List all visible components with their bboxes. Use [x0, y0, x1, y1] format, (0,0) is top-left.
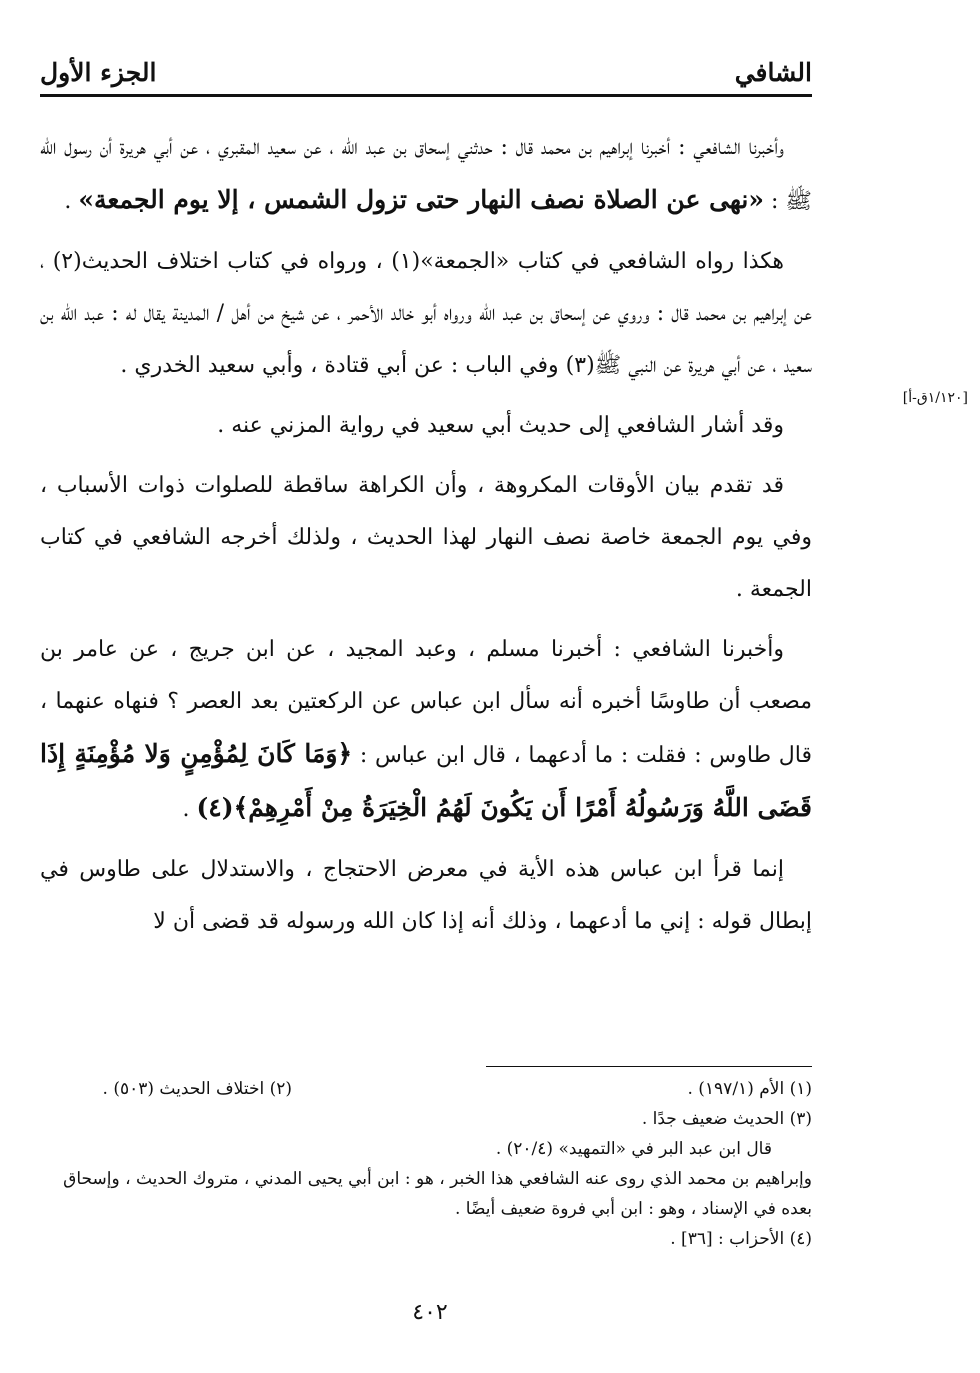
paragraph-text: إنما قرأ ابن عباس هذه الأية في معرض الاحتجاج ، والاستدلال على طاوس في إبطال قوله : إني ما أدعهما ، وذلك أنه إذا كان الله ورسوله قد قضى أن لا	[40, 857, 812, 934]
footnote-divider	[486, 1066, 812, 1067]
quran-quote: ﴿وَمَا كَانَ لِمُؤْمِنٍ وَلا مُؤْمِنَةٍ إِذَا قَضَى اللَّهُ وَرَسُولُهُ أَمْرًا أَن يَكُونَ لَهُمُ الْخِيَرَةُ مِنْ أَمْرِهِمْ﴾(٤)	[40, 739, 812, 822]
paragraph-5	[40, 624, 812, 836]
paragraph-3	[40, 400, 812, 452]
paragraph-4	[40, 460, 812, 616]
footnote-3-source: قال ابن عبد البر في «التمهيد» (٢٠/٤) .	[495, 1139, 772, 1159]
footnote-3: (٣) الحديث ضعيف جدًا .	[641, 1109, 812, 1129]
page-number: ٤٠٢	[412, 1300, 448, 1325]
paragraph-1	[40, 122, 812, 228]
volume-title: الجزء الأول	[40, 58, 157, 87]
footnote-1: (١) الأم (١٩٧/١) .	[687, 1079, 812, 1099]
hadith-quote: «نهى عن الصلاة نصف النهار حتى تزول الشمس ، إلا يوم الجمعة»	[78, 185, 765, 214]
paragraph-text: وأخبرنا الشافعي : أخبرنا إبراهيم بن محمد قال : حدثني إسحاق بن عبد الله ، عن سعيد المقبري ، عن أبي هريرة أن رسول الله ﷺ :	[40, 135, 812, 214]
paragraph-text: وأخبرنا الشافعي : أخبرنا مسلم ، وعبد المجيد ، عن ابن جريج ، عن عامر بن مصعب أن طاوسًا أخبره أنه سأل ابن عباس عن الركعتين بعد العصر ؟ فنهاه عنهما ، قال طاوس : فقلت : ما أدعهما ، قال ابن عباس :	[40, 637, 812, 768]
paragraph-tail: .	[182, 797, 197, 822]
footnote-3-detail: وإبراهيم بن محمد الذي روى عنه الشافعي هذا الخبر ، هو : ابن أبي يحيى المدني ، متروك الحديث ، وإسحاق بعده في الإسناد ، وهو : ابن أبي فروة ضعيف أيضًا .	[63, 1169, 812, 1219]
footnote-row	[40, 1074, 812, 1104]
paragraph-tail: .	[64, 189, 79, 214]
paragraph-text: وقد أشار الشافعي إلى حديث أبي سعيد في رواية المزني عنه .	[217, 413, 784, 438]
manuscript-margin-note: [١/١٢٠ق-أ]	[902, 390, 968, 406]
paragraph-2	[40, 236, 812, 392]
book-title: الشافي	[734, 58, 812, 87]
main-text	[40, 122, 812, 956]
footnote-4: (٤) الأحزاب : [٣٦] .	[670, 1229, 812, 1249]
footnote-2: (٢) اختلاف الحديث (٥٠٣) .	[102, 1079, 292, 1099]
footnotes	[40, 1074, 812, 1254]
paragraph-text: هكذا رواه الشافعي في كتاب «الجمعة»(١) ، ورواه في كتاب اختلاف الحديث(٢) ، عن إبراهيم بن محمد قال : وروي عن إسحاق بن عبد الله ورواه أبو خالد الأحمر ، عن شيخ من أهل / المدينة يقال له : عبد الله بن سعيد ، عن أبي هريرة عن النبي ﷺ(٣) وفي الباب : عن أبي قتادة ، وأبي سعيد الخدري .	[40, 249, 812, 378]
paragraph-6	[40, 844, 812, 948]
running-header	[40, 52, 812, 97]
paragraph-text: قد تقدم بيان الأوقات المكروهة ، وأن الكراهة ساقطة للصلوات ذوات الأسباب ، وفي يوم الجمعة خاصة نصف النهار لهذا الحديث ، ولذلك أخرجه الشافعي في كتاب الجمعة .	[40, 473, 812, 602]
